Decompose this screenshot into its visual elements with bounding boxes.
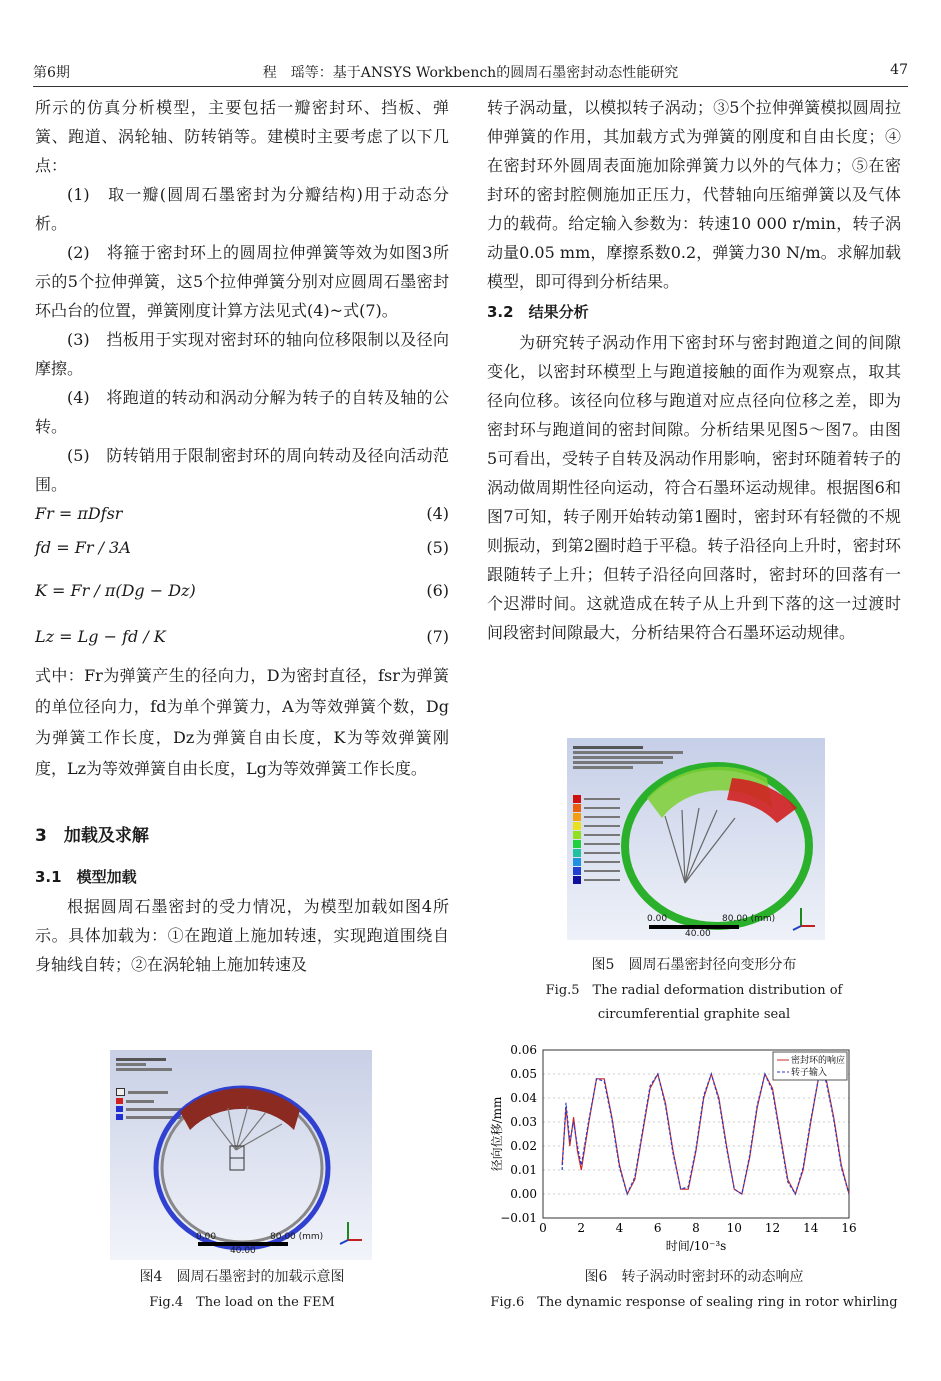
y-tick-label: 0.01	[510, 1163, 537, 1177]
equation-6	[35, 568, 449, 614]
right-column	[487, 93, 901, 647]
figure-5-caption-cn: 图5 圆周石墨密封径向变形分布	[591, 957, 797, 973]
pin-marker	[230, 1158, 244, 1170]
axis-triad-icon	[336, 1218, 366, 1248]
legend-label: 密封环的响应	[791, 1056, 846, 1066]
scale-zero: 0.00	[196, 1232, 217, 1242]
scale-zero: 0.00	[647, 914, 668, 924]
subsection-heading: 3.1 模型加载	[35, 868, 137, 886]
figure-6-chart	[487, 1040, 901, 1262]
scale-mid: 40.00	[230, 1246, 256, 1256]
scale-end: 80.00 (mm)	[722, 914, 776, 924]
legend-label: 转子输入	[791, 1068, 828, 1078]
springs	[665, 808, 735, 883]
y-axis-label: 径向位移/mm	[490, 1096, 504, 1172]
intro-paragraph: 所示的仿真分析模型，主要包括一瓣密封环、挡板、弹簧、跑道、涡轮轴、防转销等。建模时主要考虑了以下几点：	[35, 98, 449, 175]
equation-4	[35, 499, 449, 528]
list-item: (4) 将跑道的转动和涡动分解为转子的自转及轴的公转。	[35, 388, 449, 436]
list-item: (1) 取一瓣(圆周石墨密封为分瓣结构)用于动态分析。	[35, 185, 449, 233]
series-line-2	[562, 1074, 849, 1194]
figure-5-image	[567, 738, 825, 940]
scale-end: 80.00 (mm)	[270, 1232, 324, 1242]
equation-number: (4)	[426, 504, 449, 523]
equation-5	[35, 528, 449, 568]
figure-4-caption-cn: 图4 圆周石墨密封的加载示意图	[139, 1269, 345, 1285]
equation-number: (6)	[426, 581, 449, 600]
figure-6-caption-en: Fig.6 The dynamic response of sealing ring in rotor whirling	[490, 1295, 898, 1310]
y-tick-label: 0.04	[510, 1091, 537, 1105]
spacer	[35, 851, 449, 863]
x-tick-label: 0	[539, 1221, 547, 1235]
list-item: (2) 将箍于密封环上的圆周拉伸弹簧等效为如图3所示的5个拉伸弹簧，这5个拉伸弹簧分别对应圆周石墨密封环凸台的位置，弹簧刚度计算方法见式(4)~式(7)。	[35, 243, 449, 320]
body-paragraph: 为研究转子涡动作用下密封环与密封跑道之间的间隙变化，以密封环模型上与跑道接触的面作为观察点，取其径向位移。该径向位移与跑道对应点径向位移之差，即为密封环与跑道间的密封间隙。分析结果见图5～图7。由图5可看出，受转子自转及涡动作用影响，密封环随着转子的涡动做周期性径向运动，符合石墨环运动规律。根据图6和图7可知，转子刚开始转动第1圈时，密封环有轻微的不规则振动，到第2圈时趋于平稳。转子沿径向上升时，密封环跟随转子上升；但转子沿径向回落时，密封环的回落有一个迟滞时间。这就造成在转子从上升到下落的这一过渡时间段密封间隙最大，分析结果符合石墨环运动规律。	[487, 333, 901, 642]
y-tick-label: 0.02	[510, 1139, 537, 1153]
running-title: 程 瑶等：基于ANSYS Workbench的圆周石墨密封动态性能研究	[262, 65, 679, 81]
deformed-ring-graphic	[567, 738, 825, 940]
x-tick-label: 6	[653, 1221, 662, 1235]
max-deformation-zone	[727, 778, 797, 823]
section-heading: 3 加载及求解	[35, 826, 149, 846]
x-tick-label: 16	[841, 1221, 857, 1235]
subsection-heading: 3.2 结果分析	[487, 303, 589, 321]
equation-body: Lz = Lg − fd / K	[35, 627, 166, 646]
figure-4-caption-en: Fig.4 The load on the FEM	[149, 1295, 335, 1310]
equation-number: (5)	[426, 538, 449, 557]
x-tick-label: 14	[803, 1221, 819, 1235]
y-tick-label: 0.00	[510, 1187, 537, 1201]
x-tick-label: 12	[764, 1221, 781, 1235]
x-tick-label: 2	[577, 1221, 586, 1235]
variable-definitions: 式中：Fr为弹簧产生的径向力，D为密封直径，fsr为弹簧的单位径向力，fd为单个弹簧力，A为等效弹簧个数，Dg为弹簧工作长度，Dz为弹簧自由长度，K为等效弹簧刚度，Lz为等效弹簧自由长度，Lg为等效弹簧工作长度。	[35, 666, 449, 778]
x-tick-label: 4	[615, 1221, 624, 1235]
y-tick-label: 0.03	[510, 1115, 537, 1129]
body-paragraph: 转子涡动量，以模拟转子涡动；③5个拉伸弹簧模拟圆周拉伸弹簧的作用，其加载方式为弹簧的刚度和自由长度；④在密封环外圆周表面施加除弹簧力以外的气体力；⑤在密封环的密封腔侧施加正压力，代替轴向压缩弹簧以及气体力的载荷。给定输入参数为：转速10 000 r/min，转子涡动量0.05 mm，摩擦系数0.2，弹簧力30 N/m。求解加载模型，即可得到分析结果。	[487, 98, 901, 291]
header-rule	[33, 86, 908, 87]
page-number: 47	[890, 62, 908, 78]
equation-body: K = Fr / π(Dg − Dz)	[35, 581, 196, 600]
figure-5-caption-en: Fig.5 The radial deformation distribution of	[545, 983, 843, 998]
equation-body: Fr = πDfsr	[35, 504, 123, 523]
equation-number: (7)	[426, 627, 449, 646]
y-tick-label: 0.06	[510, 1043, 537, 1057]
equation-7	[35, 614, 449, 660]
list-item: (3) 挡板用于实现对密封环的轴向位移限制以及径向摩擦。	[35, 330, 449, 378]
y-tick-label: 0.05	[510, 1067, 537, 1081]
equation-body: fd = Fr / 3A	[35, 538, 131, 557]
figure-6-caption-cn: 图6 转子涡动时密封环的动态响应	[584, 1269, 804, 1285]
spacer	[35, 784, 449, 822]
scale-mid: 40.00	[685, 929, 711, 939]
load-ring-graphic	[110, 1050, 372, 1260]
left-column	[35, 93, 449, 979]
axis-triad-icon	[789, 904, 819, 934]
figure-4-image	[110, 1050, 372, 1260]
x-axis-label: 时间/10⁻³s	[665, 1239, 727, 1253]
x-tick-label: 10	[726, 1221, 742, 1235]
list-item: (5) 防转销用于限制密封环的周向转动及径向活动范围。	[35, 446, 449, 494]
x-tick-label: 8	[692, 1221, 700, 1235]
running-header	[33, 62, 908, 84]
issue-number: 第6期	[33, 65, 70, 81]
figure-5-caption-en-line2: circumferential graphite seal	[597, 1007, 791, 1022]
body-paragraph: 根据圆周石墨密封的受力情况，为模型加载如图4所示。具体加载为：①在跑道上施加转速，实现跑道围绕自身轴线自转；②在涡轮轴上施加转速及	[35, 897, 449, 974]
y-tick-label: −0.01	[500, 1211, 537, 1225]
